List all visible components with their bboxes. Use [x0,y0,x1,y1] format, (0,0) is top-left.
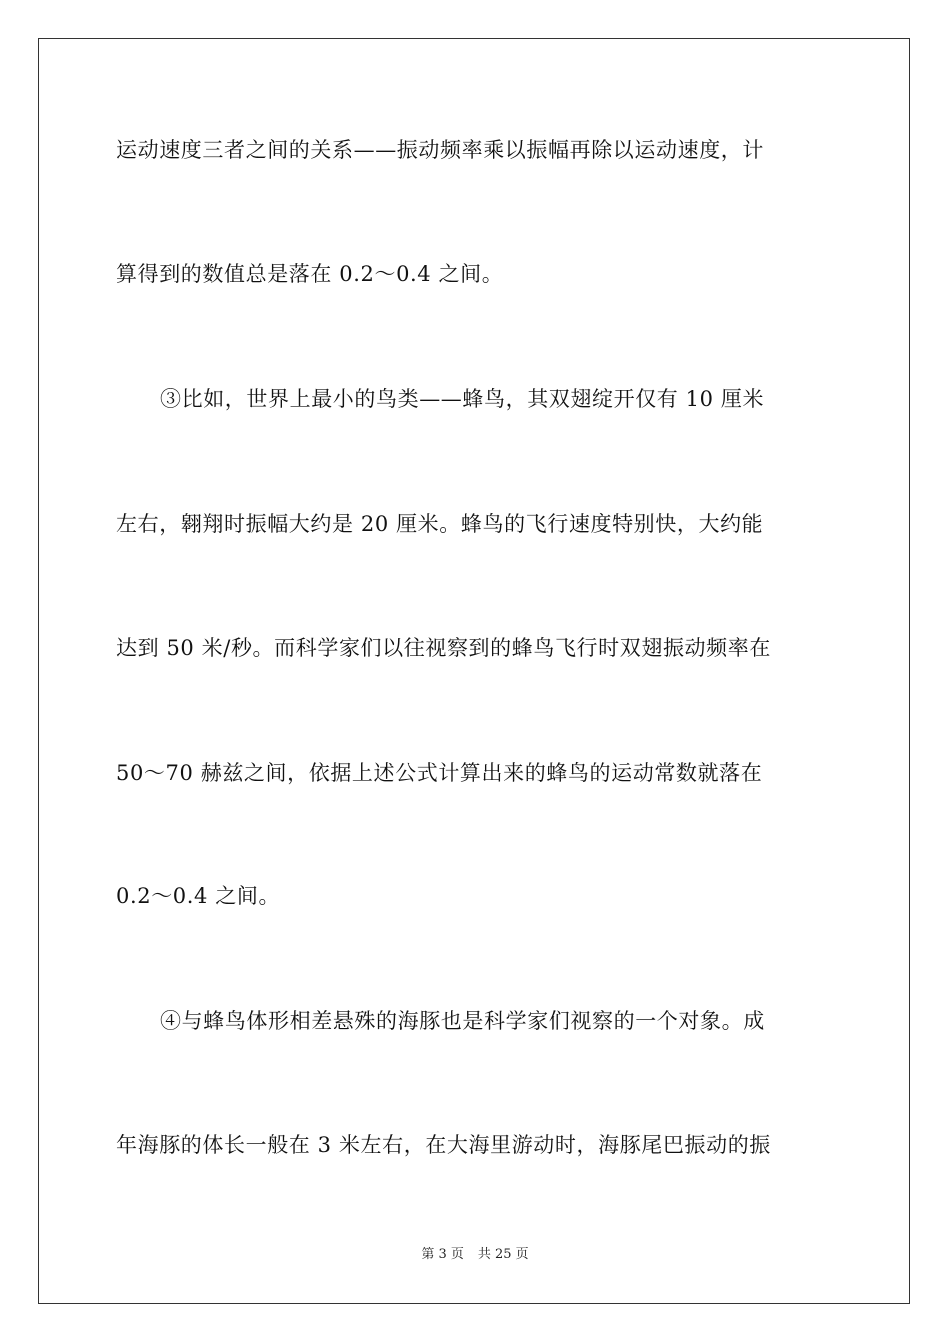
page-border [38,38,910,1304]
body-text-line: 达到 50 米/秒。而科学家们以往视察到的蜂鸟飞行时双翅振动频率在 [116,636,771,660]
paragraph-4-first-line: ④与蜂鸟体形相差悬殊的海豚也是科学家们视察的一个对象。成 [160,1009,765,1033]
body-text-line: 50～70 赫兹之间，依据上述公式计算出来的蜂鸟的运动常数就落在 [116,761,763,785]
body-text-line: 年海豚的体长一般在 3 米左右，在大海里游动时，海豚尾巴振动的振 [116,1133,771,1157]
paragraph-3-first-line: ③比如，世界上最小的鸟类——蜂鸟，其双翅绽开仅有 10 厘米 [160,387,765,411]
page-number: 第 3 页 [421,1247,464,1262]
body-text-line: 0.2～0.4 之间。 [116,884,281,908]
body-text-line: 算得到的数值总是落在 0.2～0.4 之间。 [116,262,504,286]
page-footer [0,1246,950,1264]
body-text-line: 运动速度三者之间的关系——振动频率乘以振幅再除以运动速度，计 [116,138,764,162]
total-pages: 共 25 页 [477,1247,529,1262]
body-text-line: 左右，翱翔时振幅大约是 20 厘米。蜂鸟的飞行速度特别快，大约能 [116,512,764,536]
